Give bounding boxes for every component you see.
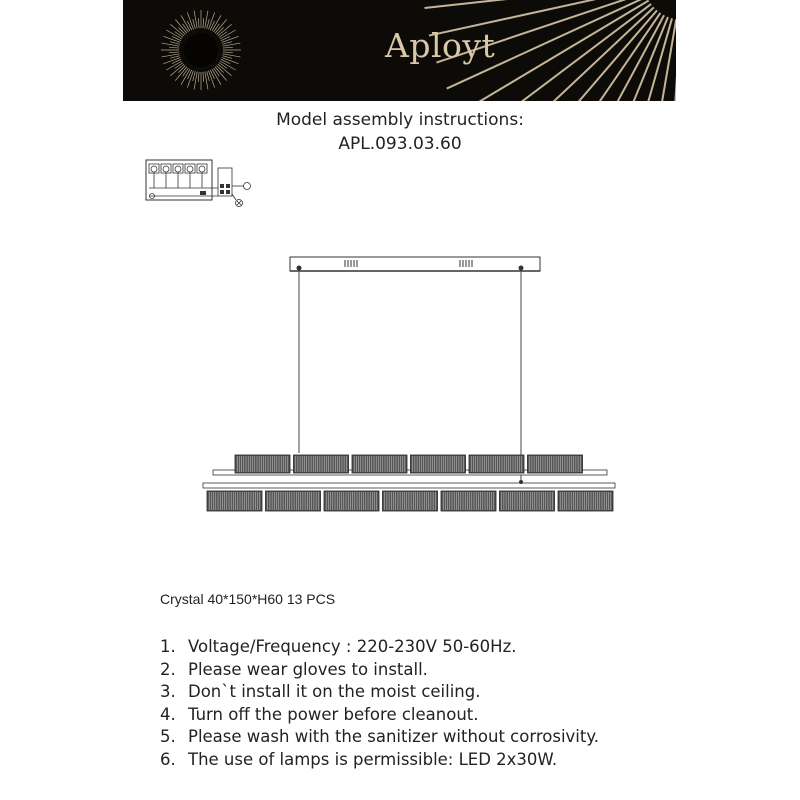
list-item [160, 749, 599, 772]
item-text: Turn off the power before cleanout. [188, 704, 479, 724]
crystal-spec: Crystal 40*150*H60 13 PCS [160, 591, 336, 607]
item-number: 1. [160, 637, 176, 656]
list-item [160, 636, 599, 659]
list-item [160, 659, 599, 682]
item-text: Please wear gloves to install. [188, 659, 428, 679]
item-text: The use of lamps is permissible: LED 2x30W. [188, 749, 558, 769]
list-item [160, 681, 599, 704]
model-number: APL.093.03.60 [338, 134, 462, 154]
chandelier-drawing-icon [195, 245, 625, 520]
list-item [160, 726, 599, 749]
item-number: 2. [160, 659, 176, 679]
brand-name: Aployt [385, 26, 496, 65]
item-text: Voltage/Frequency : 220-230V 50-60Hz. [188, 637, 517, 656]
item-text: Please wash with the sanitizer without corrosivity. [188, 727, 600, 746]
item-number: 6. [160, 749, 176, 769]
item-text: Don`t install it on the moist ceiling. [188, 682, 481, 701]
item-number: 5. [160, 727, 176, 746]
page-title: Model assembly instructions: [276, 110, 524, 130]
item-number: 3. [160, 682, 176, 701]
item-number: 4. [160, 704, 176, 724]
brand-banner [123, 0, 676, 101]
instruction-list [160, 636, 599, 771]
wiring-diagram-icon [140, 158, 260, 213]
list-item [160, 704, 599, 727]
